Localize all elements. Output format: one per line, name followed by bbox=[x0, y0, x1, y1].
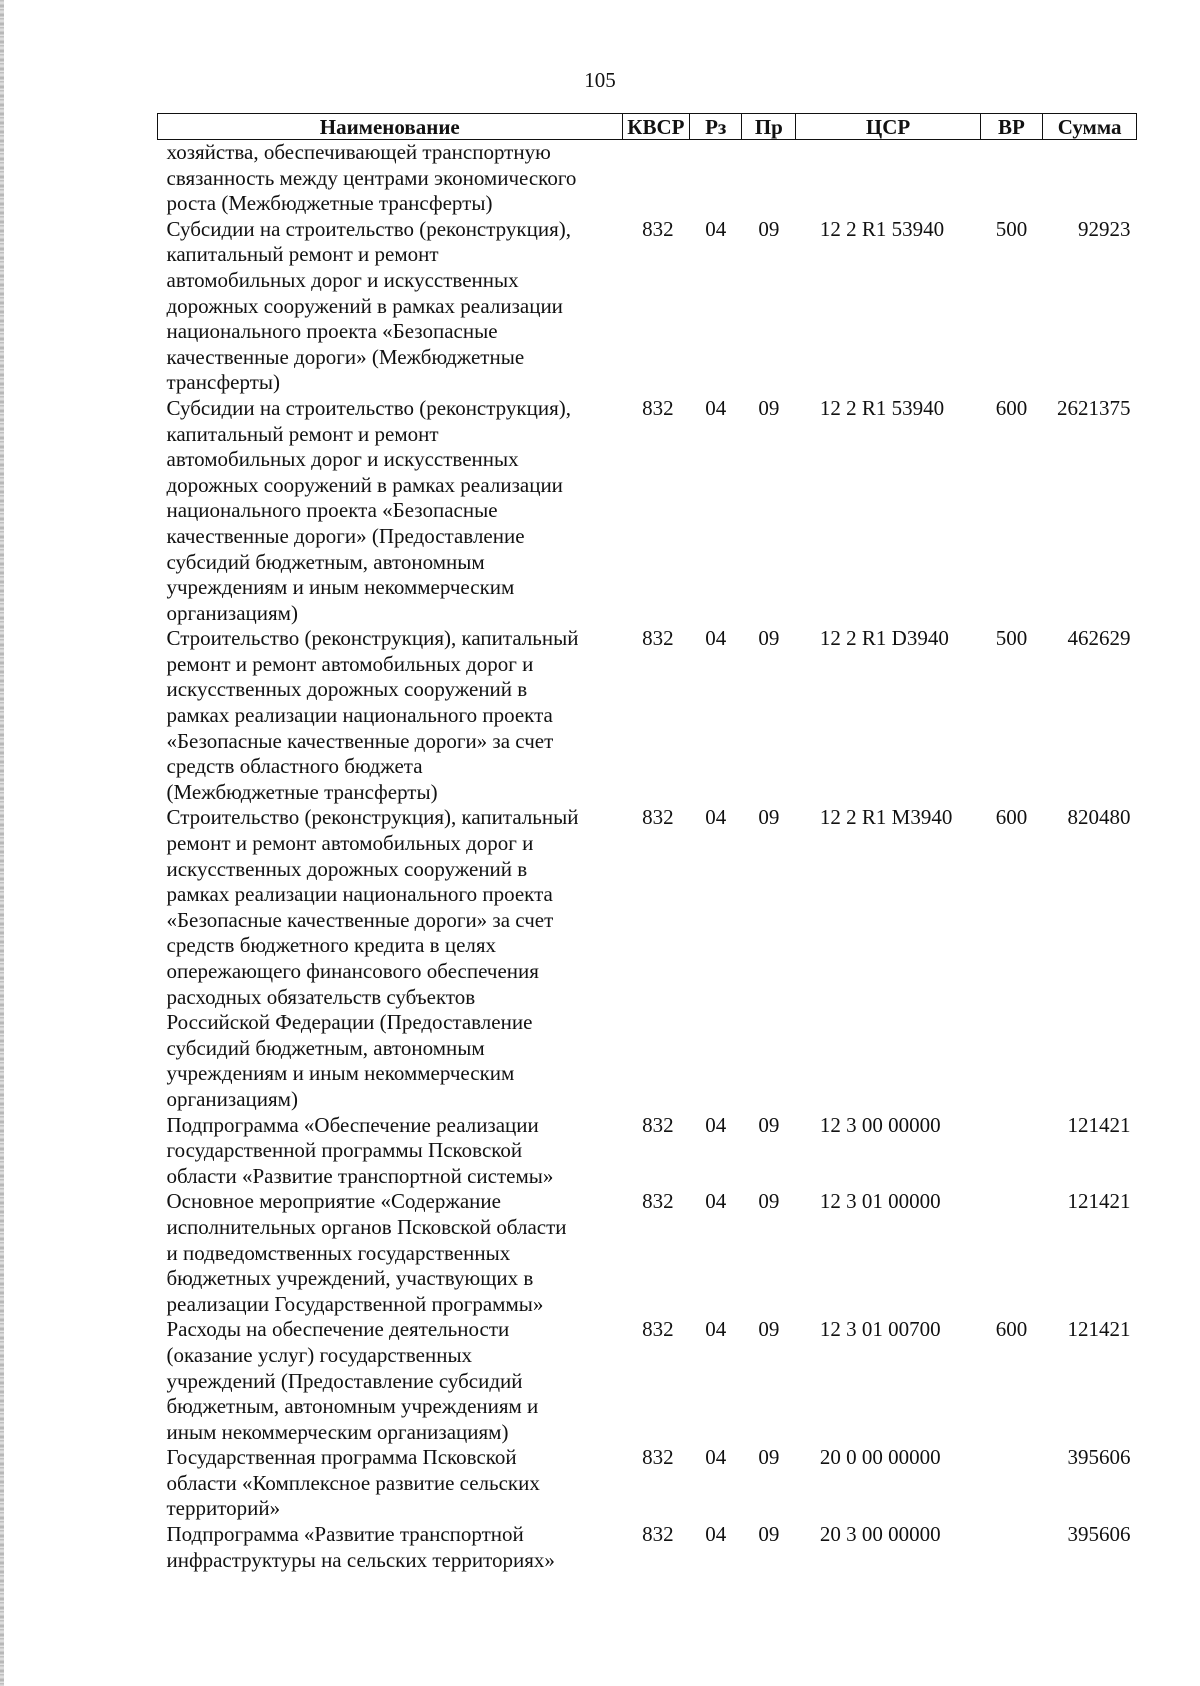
table-row bbox=[158, 1317, 1137, 1445]
name-line: инфраструктуры на сельских территориях» bbox=[166, 1547, 555, 1572]
cell-name bbox=[158, 626, 623, 805]
table-row bbox=[158, 1189, 1137, 1317]
cell-sum: 395606 bbox=[1067, 1445, 1131, 1470]
cell-csr bbox=[796, 140, 980, 217]
cell-pr: 09 bbox=[758, 626, 780, 651]
cell-name bbox=[158, 1113, 623, 1190]
cell-pr: 09 bbox=[758, 216, 780, 241]
cell-name bbox=[158, 140, 623, 217]
name-line: искусственных дорожных сооружений в bbox=[166, 677, 528, 702]
name-line: иным некоммерческим организациям) bbox=[166, 1419, 509, 1444]
name-line: капитальный ремонт и ремонт bbox=[166, 421, 439, 446]
table-body bbox=[158, 140, 1137, 1574]
header-csr: ЦСР bbox=[796, 114, 980, 140]
name-line: связанность между центрами экономического bbox=[166, 165, 577, 190]
name-line: и подведомственных государственных bbox=[166, 1240, 511, 1265]
name-line: области «Развитие транспортной системы» bbox=[166, 1163, 554, 1188]
name-line: Строительство (реконструкция), капитальный bbox=[166, 805, 579, 830]
name-line: трансферты) bbox=[166, 370, 281, 395]
cell-name bbox=[158, 217, 623, 396]
cell-name bbox=[158, 1189, 623, 1317]
name-line: ремонт и ремонт автомобильных дорог и bbox=[166, 651, 534, 676]
header-vr: ВР bbox=[980, 114, 1042, 140]
cell-vr: 600 bbox=[995, 805, 1028, 830]
cell-vr bbox=[980, 1113, 1042, 1190]
name-line: расходных обязательств субъектов bbox=[166, 984, 476, 1009]
cell-sum: 121421 bbox=[1067, 1112, 1131, 1137]
name-line: хозяйства, обеспечивающей транспортную bbox=[166, 140, 551, 164]
cell-csr: 12 2 R1 53940 bbox=[819, 395, 945, 420]
name-line: бюджетным, автономным учреждениям и bbox=[166, 1394, 539, 1419]
table-header bbox=[158, 114, 1137, 140]
cell-name bbox=[158, 1522, 623, 1573]
cell-pr: 09 bbox=[758, 1189, 780, 1214]
name-line: Государственная программа Псковской bbox=[166, 1445, 517, 1470]
cell-kvsr: 832 bbox=[642, 1317, 674, 1342]
cell-vr bbox=[980, 140, 1042, 217]
cell-pr: 09 bbox=[758, 805, 780, 830]
cell-sum bbox=[1043, 140, 1137, 217]
cell-vr bbox=[980, 1445, 1042, 1522]
table-row bbox=[158, 217, 1137, 396]
name-line: Субсидии на строительство (реконструкция), bbox=[166, 395, 571, 420]
cell-sum: 820480 bbox=[1067, 805, 1131, 830]
cell-name bbox=[158, 805, 623, 1112]
cell-kvsr: 832 bbox=[642, 805, 674, 830]
name-line: автомобильных дорог и искусственных bbox=[166, 447, 519, 472]
cell-rz: 04 bbox=[705, 1317, 727, 1342]
name-line: роста (Межбюджетные трансферты) bbox=[166, 191, 493, 216]
name-line: области «Комплексное развитие сельских bbox=[166, 1470, 540, 1495]
name-line: качественные дороги» (Предоставление bbox=[166, 523, 525, 548]
scan-edge bbox=[0, 0, 4, 1686]
cell-pr: 09 bbox=[758, 1317, 780, 1342]
name-line: организациям) bbox=[166, 600, 298, 625]
cell-csr: 20 3 00 00000 bbox=[819, 1522, 941, 1547]
name-line: государственной программы Псковской bbox=[166, 1138, 523, 1163]
name-line: автомобильных дорог и искусственных bbox=[166, 267, 519, 292]
cell-rz: 04 bbox=[705, 626, 727, 651]
name-line: учреждений (Предоставление субсидий bbox=[166, 1368, 523, 1393]
name-line: Строительство (реконструкция), капитальный bbox=[166, 626, 579, 651]
cell-kvsr: 832 bbox=[642, 626, 674, 651]
cell-kvsr: 832 bbox=[642, 1522, 674, 1547]
name-line: рамках реализации национального проекта bbox=[166, 882, 553, 907]
table-row bbox=[158, 1113, 1137, 1190]
cell-vr: 600 bbox=[995, 395, 1028, 420]
cell-rz: 04 bbox=[705, 216, 727, 241]
cell-csr: 12 2 R1 D3940 bbox=[819, 626, 949, 651]
page-number-container bbox=[0, 68, 1200, 93]
header-sum: Сумма bbox=[1043, 114, 1137, 140]
name-line: дорожных сооружений в рамках реализации bbox=[166, 472, 563, 497]
name-line: субсидий бюджетным, автономным bbox=[166, 1035, 485, 1060]
cell-sum: 395606 bbox=[1067, 1522, 1131, 1547]
name-line: качественные дороги» (Межбюджетные bbox=[166, 344, 525, 369]
name-line: капитальный ремонт и ремонт bbox=[166, 242, 439, 267]
name-line: национального проекта «Безопасные bbox=[166, 498, 498, 523]
cell-rz bbox=[690, 140, 742, 217]
cell-sum: 121421 bbox=[1067, 1317, 1131, 1342]
cell-rz: 04 bbox=[705, 1445, 727, 1470]
cell-kvsr: 832 bbox=[642, 1112, 674, 1137]
cell-sum: 92923 bbox=[1078, 216, 1131, 241]
name-line: искусственных дорожных сооружений в bbox=[166, 856, 528, 881]
cell-kvsr: 832 bbox=[642, 395, 674, 420]
cell-rz: 04 bbox=[705, 1112, 727, 1137]
table-row bbox=[158, 626, 1137, 805]
name-line: Основное мероприятие «Содержание bbox=[166, 1189, 501, 1214]
name-line: средств бюджетного кредита в целях bbox=[166, 933, 497, 958]
table-row bbox=[158, 140, 1137, 217]
cell-kvsr: 832 bbox=[642, 1445, 674, 1470]
cell-vr bbox=[980, 1189, 1042, 1317]
name-line: реализации Государственной программы» bbox=[166, 1291, 544, 1316]
name-line: средств областного бюджета bbox=[166, 754, 423, 779]
cell-kvsr bbox=[622, 140, 690, 217]
cell-sum: 2621375 bbox=[1057, 395, 1131, 420]
cell-sum: 121421 bbox=[1067, 1189, 1131, 1214]
cell-rz: 04 bbox=[705, 805, 727, 830]
cell-pr: 09 bbox=[758, 395, 780, 420]
page-number: 105 bbox=[584, 68, 616, 92]
cell-name bbox=[158, 396, 623, 626]
name-line: Подпрограмма «Развитие транспортной bbox=[166, 1522, 524, 1547]
name-line: организациям) bbox=[166, 1086, 298, 1111]
cell-csr: 12 3 00 00000 bbox=[819, 1112, 941, 1137]
cell-csr: 12 3 01 00700 bbox=[819, 1317, 941, 1342]
cell-vr: 500 bbox=[995, 216, 1028, 241]
name-line: Субсидии на строительство (реконструкция), bbox=[166, 216, 571, 241]
name-line: «Безопасные качественные дороги» за счет bbox=[166, 907, 554, 932]
name-line: Российской Федерации (Предоставление bbox=[166, 1010, 533, 1035]
cell-name bbox=[158, 1445, 623, 1522]
cell-rz: 04 bbox=[705, 1522, 727, 1547]
cell-csr: 12 2 R1 53940 bbox=[819, 216, 945, 241]
name-line: Подпрограмма «Обеспечение реализации bbox=[166, 1112, 539, 1137]
name-line: Расходы на обеспечение деятельности bbox=[166, 1317, 510, 1342]
name-line: бюджетных учреждений, участвующих в bbox=[166, 1266, 534, 1291]
header-name: Наименование bbox=[158, 114, 623, 140]
table-row bbox=[158, 805, 1137, 1112]
name-line: территорий» bbox=[166, 1496, 281, 1521]
header-row bbox=[158, 114, 1137, 140]
cell-name bbox=[158, 1317, 623, 1445]
cell-pr: 09 bbox=[758, 1522, 780, 1547]
name-line: субсидий бюджетным, автономным bbox=[166, 549, 485, 574]
table-row bbox=[158, 1445, 1137, 1522]
header-rz: Рз bbox=[690, 114, 742, 140]
cell-vr: 500 bbox=[995, 626, 1028, 651]
cell-pr: 09 bbox=[758, 1112, 780, 1137]
cell-kvsr: 832 bbox=[642, 1189, 674, 1214]
table-row bbox=[158, 1522, 1137, 1573]
cell-sum: 462629 bbox=[1067, 626, 1131, 651]
cell-vr bbox=[980, 1522, 1042, 1573]
cell-pr: 09 bbox=[758, 1445, 780, 1470]
budget-table bbox=[157, 113, 1137, 1573]
header-pr: Пр bbox=[742, 114, 796, 140]
cell-rz: 04 bbox=[705, 395, 727, 420]
cell-pr bbox=[742, 140, 796, 217]
name-line: дорожных сооружений в рамках реализации bbox=[166, 293, 563, 318]
cell-rz: 04 bbox=[705, 1189, 727, 1214]
cell-vr: 600 bbox=[995, 1317, 1028, 1342]
name-line: национального проекта «Безопасные bbox=[166, 319, 498, 344]
name-line: исполнительных органов Псковской области bbox=[166, 1214, 567, 1239]
name-line: учреждениям и иным некоммерческим bbox=[166, 575, 515, 600]
table-row bbox=[158, 396, 1137, 626]
cell-csr: 12 3 01 00000 bbox=[819, 1189, 941, 1214]
header-kvsr: КВСР bbox=[622, 114, 690, 140]
cell-kvsr: 832 bbox=[642, 216, 674, 241]
name-line: ремонт и ремонт автомобильных дорог и bbox=[166, 831, 534, 856]
name-line: рамках реализации национального проекта bbox=[166, 703, 553, 728]
cell-csr: 20 0 00 00000 bbox=[819, 1445, 941, 1470]
name-line: (оказание услуг) государственных bbox=[166, 1342, 473, 1367]
name-line: учреждениям и иным некоммерческим bbox=[166, 1061, 515, 1086]
name-line: (Межбюджетные трансферты) bbox=[166, 779, 438, 804]
name-line: опережающего финансового обеспечения bbox=[166, 959, 539, 983]
name-line: «Безопасные качественные дороги» за счет bbox=[166, 728, 554, 753]
cell-csr: 12 2 R1 M3940 bbox=[819, 805, 953, 830]
